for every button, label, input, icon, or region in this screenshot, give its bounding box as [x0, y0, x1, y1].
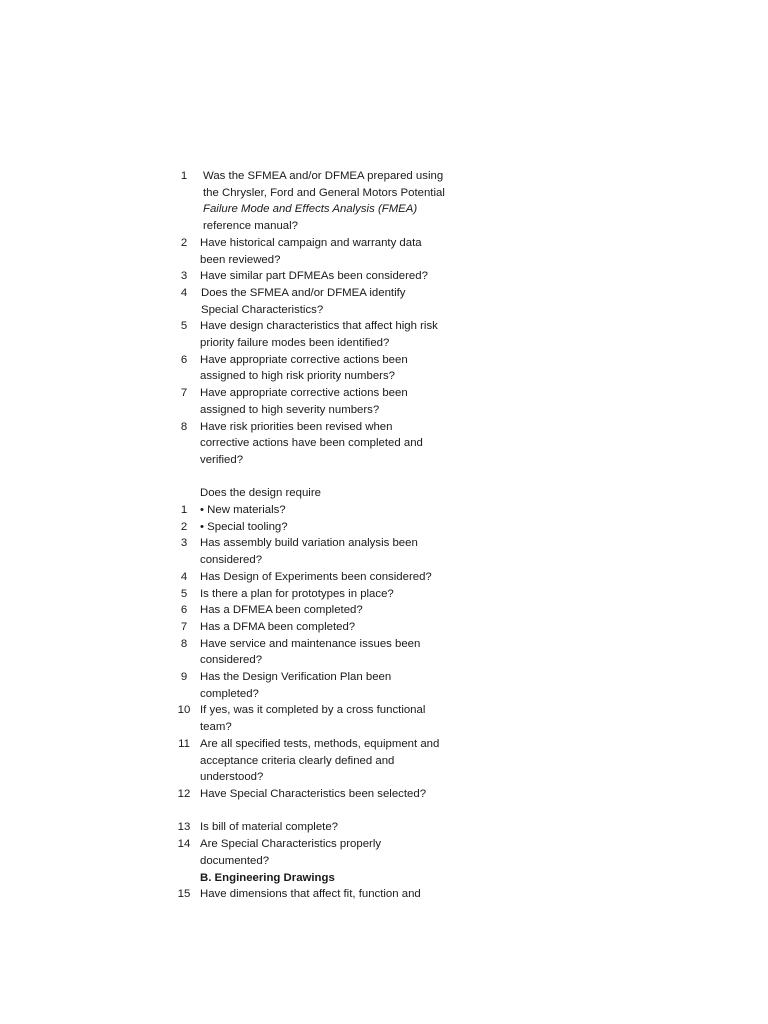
item-text	[200, 168, 468, 235]
list-item	[168, 168, 468, 235]
item-number: 8	[180, 637, 188, 650]
item-text: If yes, was it completed by a cross functional team?	[200, 704, 426, 734]
item-number: 7	[180, 387, 188, 400]
item-text-part: reference manual?	[203, 220, 298, 233]
item-number: 5	[180, 320, 188, 333]
list-item	[168, 235, 468, 268]
item-text: Have dimensions that affect fit, function and	[200, 888, 421, 901]
section-heading-row	[168, 870, 468, 887]
item-text: Has a DFMA been completed?	[200, 620, 356, 633]
list-item	[168, 502, 468, 519]
item-text: Has the Design Verification Plan been completed?	[200, 671, 392, 700]
list-item	[168, 419, 468, 469]
list-item	[168, 519, 468, 536]
item-text: Has assembly build variation analysis been considered?	[200, 537, 418, 567]
item-number: 12	[177, 788, 191, 800]
item-number: 2	[180, 236, 188, 249]
item-text: Is bill of material complete?	[200, 821, 339, 834]
item-number: 1	[180, 504, 188, 517]
list-item	[168, 285, 468, 318]
list-item	[168, 636, 468, 669]
list-item	[168, 318, 468, 351]
item-text: Have appropriate corrective actions been assigned to high severity numbers?	[200, 387, 408, 416]
list-item	[168, 669, 468, 702]
list-item	[168, 736, 468, 786]
item-text: Is there a plan for prototypes in place?	[200, 587, 394, 600]
section-heading-row	[168, 485, 468, 502]
item-text: • New materials?	[200, 504, 286, 517]
manual-title: Failure Mode and Effects Analysis (FMEA)	[203, 203, 418, 216]
item-number: 7	[180, 620, 188, 633]
list-item	[168, 586, 468, 603]
item-text: Have design characteristics that affect high risk priority failure modes been identified?	[200, 320, 438, 350]
item-number: 9	[180, 671, 188, 684]
item-number: 11	[178, 737, 190, 750]
item-text-part: Was the SFMEA and/or DFMEA prepared using the Chrysler, Ford and General Motors Potential	[203, 170, 445, 199]
item-text: Have risk priorities been revised when corrective actions have been completed and verified?	[200, 420, 423, 466]
item-text: • Special tooling?	[200, 520, 288, 533]
list-item	[168, 619, 468, 636]
item-text: Has Design of Experiments been considered?	[200, 570, 432, 583]
list-item	[168, 385, 468, 418]
item-text: Have historical campaign and warranty data been reviewed?	[200, 236, 422, 266]
item-number: 8	[180, 420, 188, 433]
checklist	[168, 168, 468, 903]
list-item	[168, 786, 468, 803]
item-number: 6	[180, 604, 188, 617]
item-number: 3	[180, 537, 188, 550]
list-item	[168, 819, 468, 836]
list-item	[168, 602, 468, 619]
item-text: Are Special Characteristics properly documented?	[200, 838, 382, 867]
item-text: Have appropriate corrective actions been assigned to high risk priority numbers?	[200, 353, 408, 383]
design-require-heading: Does the design require	[200, 487, 321, 500]
item-number: 4	[180, 286, 188, 299]
item-number: 10	[177, 704, 191, 717]
item-number: 5	[180, 587, 188, 600]
item-text: Have similar part DFMEAs been considered?	[200, 270, 428, 283]
item-number: 14	[177, 838, 191, 851]
item-number: 4	[180, 570, 188, 583]
list-item	[168, 352, 468, 385]
item-number: 3	[180, 270, 188, 283]
list-item	[168, 702, 468, 735]
engineering-drawings-heading: B. Engineering Drawings	[200, 871, 335, 884]
list-item	[168, 535, 468, 568]
item-text: Has a DFMEA been completed?	[200, 604, 363, 617]
item-text: Does the SFMEA and/or DFMEA identify Special Characteristics?	[201, 286, 406, 316]
item-text: Have Special Characteristics been selected?	[200, 788, 427, 800]
item-number: 1	[180, 170, 188, 182]
item-number: 6	[180, 353, 188, 366]
list-item	[168, 886, 468, 903]
list-item	[168, 569, 468, 586]
spacer	[168, 469, 468, 486]
list-item	[168, 836, 468, 869]
item-number: 13	[177, 821, 191, 834]
list-item	[168, 268, 468, 285]
spacer	[168, 803, 468, 820]
item-number: 2	[180, 520, 188, 533]
item-text: Are all specified tests, methods, equipment and acceptance criteria clearly defined and understood?	[200, 737, 440, 784]
item-number: 15	[177, 888, 191, 901]
item-text: Have service and maintenance issues been considered?	[200, 637, 421, 667]
